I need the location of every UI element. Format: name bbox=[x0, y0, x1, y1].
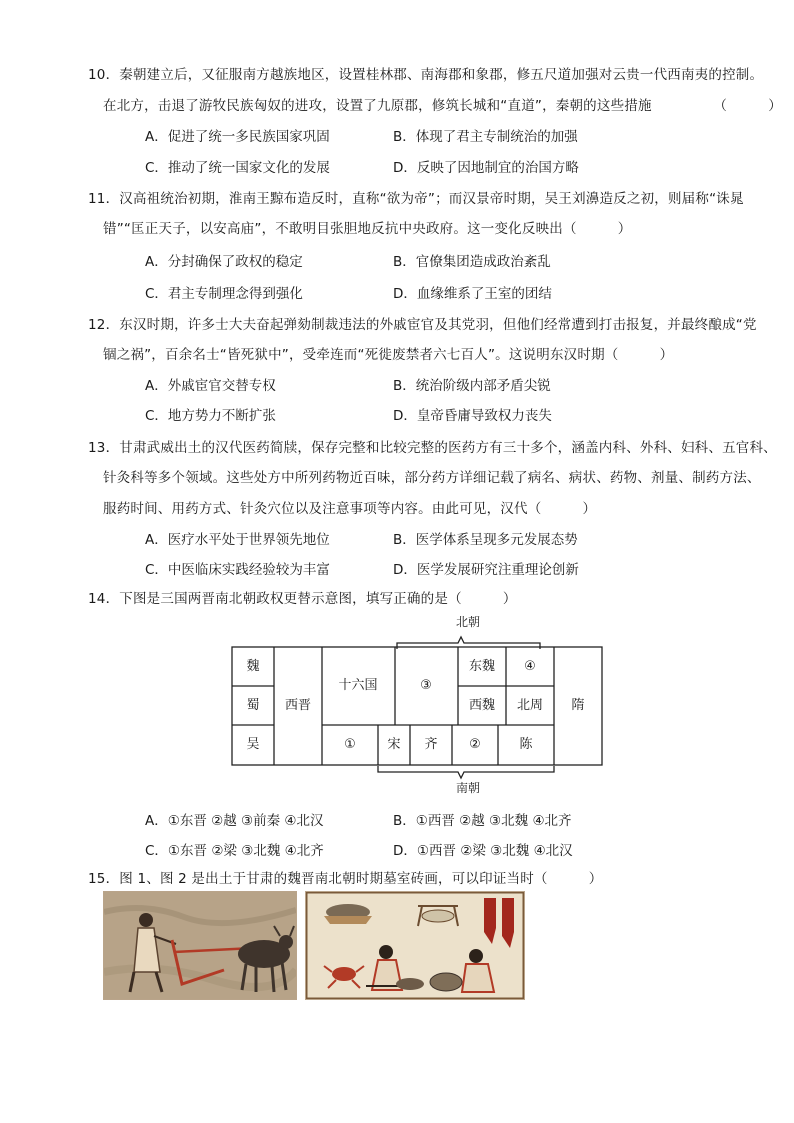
north-dynasties-label: 北朝 bbox=[455, 615, 481, 629]
q10-option-b[interactable]: B．体现了君主专制统治的加强 bbox=[393, 129, 578, 145]
q11-option-d[interactable]: D．血缘维系了王室的团结 bbox=[393, 286, 552, 302]
q14-option-b[interactable]: B．①西晋 ②越 ③北魏 ④北齐 bbox=[393, 813, 572, 829]
q15-line1: 15．图 1、图 2 是出土于甘肃的魏晋南北朝时期墓室砖画，可以印证当时（ ） bbox=[88, 871, 603, 887]
cell-shiliuguo: 十六国 bbox=[338, 678, 378, 693]
q11-line2: 错”“匡正天子，以安高庙”，不敢明目张胆地反抗中央政府。这一变化反映出（ ） bbox=[103, 221, 632, 237]
cell-wei: 魏 bbox=[246, 659, 260, 674]
q11-line1: 11．汉高祖统治初期，淮南王黥布造反时，直称“欲为帝”；而汉景帝时期，吴王刘濞造反之初，则届称“诛晁 bbox=[88, 191, 744, 207]
q14-option-d[interactable]: D．①西晋 ②梁 ③北魏 ④北汉 bbox=[393, 843, 573, 859]
q12-line2: 锢之祸”，百余名士“皆死狱中”，受牵连而“死徙废禁者六七百人”。这说明东汉时期（ ） bbox=[103, 347, 674, 363]
q14-option-c[interactable]: C．①东晋 ②梁 ③北魏 ④北齐 bbox=[145, 843, 324, 859]
cell-xijin: 西晋 bbox=[284, 698, 312, 713]
cell-sui: 隋 bbox=[571, 698, 585, 713]
q11-option-b[interactable]: B．官僚集团造成政治紊乱 bbox=[393, 254, 551, 270]
q12-line1: 12．东汉时期，许多士大夫奋起弹劾制裁违法的外戚宦官及其党羽，但他们经常遭到打击报复，并最终酿成“党 bbox=[88, 317, 757, 333]
q14-option-a[interactable]: A．①东晋 ②越 ③前秦 ④北汉 bbox=[145, 813, 324, 829]
q11-option-c[interactable]: C．君主专制理念得到强化 bbox=[145, 286, 303, 302]
q12-option-c[interactable]: C．地方势力不断扩张 bbox=[145, 408, 276, 424]
q10-option-d[interactable]: D．反映了因地制宜的治国方略 bbox=[393, 160, 579, 176]
cell-blank-2: ② bbox=[469, 737, 481, 752]
q10-option-a[interactable]: A．促进了统一多民族国家巩固 bbox=[145, 129, 330, 145]
cell-shu: 蜀 bbox=[246, 698, 260, 713]
q14-line1: 14．下图是三国两晋南北朝政权更替示意图，填写正确的是（ ） bbox=[88, 591, 517, 607]
cell-song: 宋 bbox=[387, 737, 401, 752]
q13-option-d[interactable]: D．医学发展研究注重理论创新 bbox=[393, 562, 579, 578]
q13-line1: 13．甘肃武威出土的汉代医药简牍，保存完整和比较完整的医药方有三十多个，涵盖内科、外科、妇科、五官科、 bbox=[88, 440, 777, 456]
cell-xiwei: 西魏 bbox=[468, 698, 496, 713]
q11-option-a[interactable]: A．分封确保了政权的稳定 bbox=[145, 254, 303, 270]
q10-option-c[interactable]: C．推动了统一国家文化的发展 bbox=[145, 160, 330, 176]
cell-blank-1: ① bbox=[344, 737, 356, 752]
cell-blank-3: ③ bbox=[420, 678, 432, 693]
q12-option-b[interactable]: B．统治阶级内部矛盾尖锐 bbox=[393, 378, 551, 394]
cell-wu: 吴 bbox=[246, 737, 260, 752]
cell-blank-4: ④ bbox=[524, 659, 536, 674]
brick-painting-figure-2 bbox=[305, 891, 525, 1000]
q13-option-b[interactable]: B．医学体系呈现多元发展态势 bbox=[393, 532, 578, 548]
q13-line2: 针灸科等多个领域。这些处方中所列药物近百味，部分药方详细记载了病名、病状、药物、剂量、制药方法、 bbox=[103, 470, 761, 486]
south-brace bbox=[378, 766, 554, 778]
brick-painting-figure-1 bbox=[103, 891, 297, 1000]
q13-option-c[interactable]: C．中医临床实践经验较为丰富 bbox=[145, 562, 330, 578]
kitchen-scene-icon bbox=[306, 892, 524, 999]
q13-line3: 服药时间、用药方式、针灸穴位以及注意事项等内容。由此可见，汉代（ ） bbox=[103, 501, 597, 517]
q12-option-d[interactable]: D．皇帝昏庸导致权力丧失 bbox=[393, 408, 552, 424]
q12-option-a[interactable]: A．外戚宦官交替专权 bbox=[145, 378, 276, 394]
q10-line2: 在北方，击退了游牧民族匈奴的进攻，设置了九原郡，修筑长城和“直道”，秦朝的这些措施 （ ） bbox=[103, 98, 782, 114]
south-dynasties-label: 南朝 bbox=[455, 781, 481, 795]
q13-option-a[interactable]: A．医疗水平处于世界领先地位 bbox=[145, 532, 330, 548]
cell-qi: 齐 bbox=[424, 737, 438, 752]
cell-beizhou: 北周 bbox=[516, 698, 544, 713]
dynasty-diagram bbox=[230, 615, 610, 795]
plowing-scene-icon bbox=[104, 892, 296, 999]
q10-line1: 10．秦朝建立后，又征服南方越族地区，设置桂林郡、南海郡和象郡，修五尺道加强对云贵一代西南夷的控制。 bbox=[88, 67, 764, 83]
cell-dongwei: 东魏 bbox=[468, 659, 496, 674]
cell-chen: 陈 bbox=[519, 737, 533, 752]
